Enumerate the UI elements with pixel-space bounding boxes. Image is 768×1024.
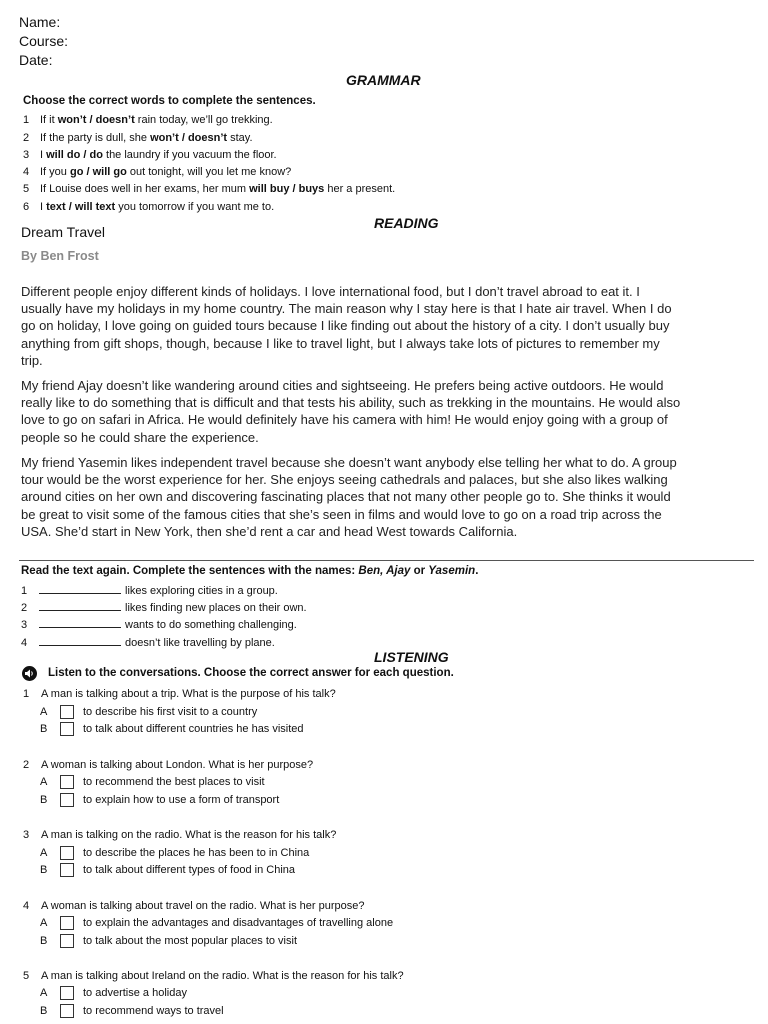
grammar-item-text: I	[40, 201, 47, 213]
answer-blank[interactable]	[39, 584, 121, 594]
answer-option[interactable]	[40, 846, 309, 860]
answer-option[interactable]	[40, 775, 265, 789]
answer-checkbox[interactable]	[60, 986, 74, 1000]
option-letter: B	[40, 864, 48, 876]
question	[23, 758, 313, 772]
grammar-item	[23, 200, 274, 214]
answer-option[interactable]	[40, 863, 295, 877]
question	[23, 828, 336, 842]
grammar-item	[23, 182, 395, 196]
date-label: Date:	[19, 52, 53, 68]
question	[23, 687, 336, 701]
grammar-item-text: I	[40, 149, 47, 161]
grammar-item-text: out tonight, will you let me know?	[126, 166, 292, 178]
fill-item	[21, 601, 307, 615]
option-letter: B	[40, 1005, 48, 1017]
question-text: A man is talking about a trip. What is the purpose of his talk?	[41, 688, 336, 700]
answer-checkbox[interactable]	[60, 722, 74, 736]
option-text: to advertise a holiday	[83, 987, 187, 999]
section-divider	[19, 560, 754, 561]
grammar-item-text: her a present.	[324, 183, 396, 195]
fill-item-text: doesn’t like travelling by plane.	[125, 637, 275, 649]
speaker-icon	[22, 666, 37, 681]
reading-instruction-end: .	[475, 565, 479, 577]
option-letter: A	[40, 987, 48, 999]
option-text: to recommend ways to travel	[83, 1005, 224, 1017]
option-text: to describe the places he has been to in China	[83, 847, 310, 859]
answer-checkbox[interactable]	[60, 705, 74, 719]
grammar-item-choice[interactable]: will do / do	[46, 149, 103, 161]
grammar-item-number: 3	[23, 149, 30, 161]
question-number: 1	[23, 688, 30, 700]
answer-option[interactable]	[40, 1004, 224, 1018]
question-text: A man is talking about Ireland on the radio. What is the reason for his talk?	[41, 970, 404, 982]
grammar-item	[23, 131, 253, 145]
fill-item	[21, 636, 275, 650]
grammar-item-text: the laundry if you vacuum the floor.	[102, 149, 277, 161]
grammar-item-choice[interactable]: go / will go	[69, 166, 127, 178]
reading-instruction-name: Yasemin	[428, 565, 476, 577]
question-text: A man is talking on the radio. What is the reason for his talk?	[41, 829, 337, 841]
reading-instruction-text: Read the text again. Complete the sentences with the names:	[21, 565, 359, 577]
question-number: 4	[23, 900, 30, 912]
grammar-item-number: 2	[23, 132, 30, 144]
grammar-item-text: If it	[40, 114, 58, 126]
grammar-instruction: Choose the correct words to complete the sentences.	[23, 95, 316, 107]
listening-title: LISTENING	[374, 649, 449, 665]
answer-checkbox[interactable]	[60, 1004, 74, 1018]
grammar-item	[23, 165, 291, 179]
article-paragraph: Different people enjoy different kinds of holidays. I love international food, but I don’t travel abroad to eat it. I usually have my holidays in my home country. The main reason why I stay here is that I hate air travel. When I do go on holiday, I love going on guided tours because I like finding out about the history of a city. I don’t usually buy anything from gift shops, though, because I like to travel light, but I always take lots of pictures to remember my trip.	[21, 284, 672, 368]
option-text: to talk about different countries he has visited	[83, 723, 304, 735]
option-text: to talk about the most popular places to visit	[83, 935, 298, 947]
grammar-item-number: 4	[23, 166, 30, 178]
answer-checkbox[interactable]	[60, 846, 74, 860]
option-letter: B	[40, 723, 48, 735]
answer-checkbox[interactable]	[60, 775, 74, 789]
option-letter: B	[40, 794, 48, 806]
answer-blank[interactable]	[39, 636, 121, 646]
course-label: Course:	[19, 33, 69, 49]
answer-option[interactable]	[40, 986, 187, 1000]
question-text: A woman is talking about London. What is her purpose?	[41, 759, 314, 771]
answer-blank[interactable]	[39, 601, 121, 611]
question-text: A woman is talking about travel on the radio. What is her purpose?	[41, 900, 365, 912]
fill-item-text: wants to do something challenging.	[125, 619, 297, 631]
fill-item-number: 1	[21, 585, 28, 597]
listening-instruction: Listen to the conversations. Choose the correct answer for each question.	[48, 667, 454, 679]
grammar-item-text: If you	[40, 166, 70, 178]
answer-option[interactable]	[40, 722, 304, 736]
answer-checkbox[interactable]	[60, 863, 74, 877]
fill-item-text: likes exploring cities in a group.	[125, 585, 278, 597]
answer-checkbox[interactable]	[60, 793, 74, 807]
grammar-item-text: rain today, we’ll go trekking.	[134, 114, 273, 126]
fill-item-text: likes finding new places on their own.	[125, 602, 307, 614]
answer-option[interactable]	[40, 934, 297, 948]
fill-item	[21, 584, 278, 598]
grammar-item-text: If Louise does well in her exams, her mum	[40, 183, 250, 195]
fill-item-number: 2	[21, 602, 28, 614]
option-letter: A	[40, 847, 48, 859]
question-number: 2	[23, 759, 30, 771]
option-text: to describe his first visit to a country	[83, 706, 258, 718]
answer-blank[interactable]	[39, 618, 121, 628]
fill-item-number: 3	[21, 619, 28, 631]
grammar-item	[23, 148, 277, 162]
option-text: to explain how to use a form of transport	[83, 794, 280, 806]
grammar-item-number: 6	[23, 201, 30, 213]
answer-option[interactable]	[40, 793, 279, 807]
answer-checkbox[interactable]	[60, 916, 74, 930]
grammar-item-choice[interactable]: will buy / buys	[249, 183, 325, 195]
option-letter: A	[40, 706, 48, 718]
grammar-item-text: stay.	[227, 132, 253, 144]
grammar-item-text: If the party is dull, she	[40, 132, 151, 144]
question-number: 5	[23, 970, 30, 982]
reading-title: READING	[374, 215, 439, 231]
option-letter: A	[40, 917, 48, 929]
article-paragraph: My friend Ajay doesn’t like wandering around cities and sightseeing. He prefers being active outdoors. He would really like to do something that is difficult and that tests his ability, such as trekking in the mountains. He would also love to go on safari in Africa. He would definitely have his camera with him! He would enjoy going with a group of people so he could share the experience.	[21, 378, 681, 445]
article-byline: By Ben Frost	[21, 249, 99, 263]
option-letter: B	[40, 935, 48, 947]
name-label: Name:	[19, 14, 61, 30]
option-letter: A	[40, 776, 48, 788]
question-number: 3	[23, 829, 30, 841]
reading-instruction-or: or	[410, 565, 429, 577]
grammar-item	[23, 113, 273, 127]
option-text: to explain the advantages and disadvantages of travelling alone	[83, 917, 394, 929]
article-paragraph: My friend Yasemin likes independent travel because she doesn’t want anybody else telling her what to do. A group tour would be the worst experience for her. She enjoys seeing cathedrals and palaces, but she also likes walking around cities on her own and discovering fascinating places that not many other people go to. She thinks it would be great to visit some of the famous cities that she’s seen in films and would love to go on a road trip across the USA. She’d start in New York, then she’d rent a car and head West towards California.	[21, 455, 677, 539]
answer-checkbox[interactable]	[60, 934, 74, 948]
answer-option[interactable]	[40, 705, 257, 719]
grammar-item-text: you tomorrow if you want me to.	[115, 201, 275, 213]
option-text: to talk about different types of food in China	[83, 864, 295, 876]
reading-instruction-names: Ben, Ajay	[358, 565, 411, 577]
article-title: Dream Travel	[21, 224, 106, 240]
question	[23, 969, 404, 983]
grammar-item-number: 1	[23, 114, 30, 126]
grammar-title: GRAMMAR	[346, 72, 421, 88]
answer-option[interactable]	[40, 916, 393, 930]
fill-item	[21, 618, 297, 632]
reading-instruction	[21, 565, 478, 577]
option-text: to recommend the best places to visit	[83, 776, 265, 788]
grammar-item-choice[interactable]: won’t / doesn’t	[150, 132, 228, 144]
grammar-item-number: 5	[23, 183, 30, 195]
question	[23, 899, 364, 913]
fill-item-number: 4	[21, 637, 28, 649]
grammar-item-choice[interactable]: won’t / doesn’t	[57, 114, 135, 126]
grammar-item-choice[interactable]: text / will text	[46, 201, 116, 213]
